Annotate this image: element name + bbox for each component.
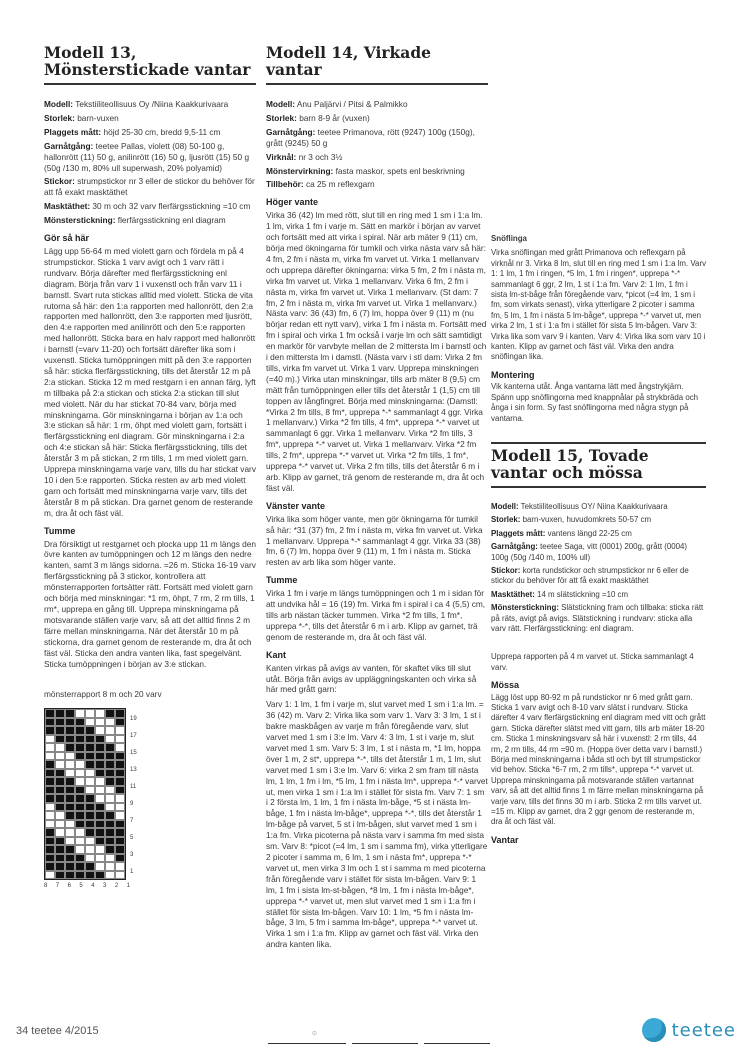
m15-meta-value: teetee Saga, vitt (0001) 200g, grått (0004) 100g (50g /140 m, 100% ull) bbox=[491, 542, 688, 562]
chart-cell bbox=[55, 735, 65, 744]
chart-cell bbox=[105, 769, 115, 778]
montering-heading: Montering bbox=[491, 369, 535, 380]
chart-cell bbox=[75, 760, 85, 769]
chart-cell bbox=[95, 726, 105, 735]
chart-cell bbox=[55, 769, 65, 778]
footer-rule-2 bbox=[352, 1043, 418, 1044]
snoflinga-heading-wrap bbox=[491, 234, 706, 244]
chart-cell bbox=[75, 777, 85, 786]
m13-meta-key: Modell: bbox=[44, 99, 74, 109]
chart-cell bbox=[85, 743, 95, 752]
m15-meta-line bbox=[491, 590, 706, 600]
chart-cell bbox=[55, 786, 65, 795]
vanster-vante-text: Virka lika som höger vante, men gör ökningarna för tumkil så här: *31 (37) fm, 2 fm i nästa m, virka fm varvet ut. Virka 1 mellanvarv. Upprepa *-* sammanlagt 4 ggr. Virka 33 (38) fm, 6 (7) lm, hoppa över 9 (11) m, 1 fm i nästa m. Sticka resten av arb lika som höger vante. bbox=[266, 513, 483, 568]
chart-cell bbox=[95, 743, 105, 752]
chart-cell bbox=[75, 752, 85, 761]
chart-cell bbox=[65, 743, 75, 752]
footer-rule-3 bbox=[424, 1043, 490, 1044]
m13-meta-key: Storlek: bbox=[44, 112, 75, 123]
model-13-column bbox=[44, 44, 256, 892]
m13-meta-value: strumpstickor nr 3 eller de stickor du behöver för att få exakt masktäthet bbox=[44, 176, 255, 198]
chart-cell bbox=[75, 862, 85, 871]
m14-meta-key: Garnåtgång: bbox=[266, 126, 316, 137]
chart-row-label: 9 bbox=[130, 801, 134, 808]
chart-cell bbox=[85, 837, 95, 846]
chart-cell bbox=[95, 862, 105, 871]
chart-cell bbox=[105, 709, 115, 718]
chart-cell bbox=[85, 811, 95, 820]
chart-cell bbox=[55, 803, 65, 812]
chart-cell bbox=[75, 718, 85, 727]
m15-meta-value: 14 m slätstickning =10 cm bbox=[534, 589, 629, 599]
chart-cell bbox=[115, 735, 125, 744]
chart-cell bbox=[115, 760, 125, 769]
chart-cell bbox=[115, 854, 125, 863]
chart-cell bbox=[45, 845, 55, 854]
chart-cell bbox=[95, 794, 105, 803]
chart-cell bbox=[65, 854, 75, 863]
m14-meta-value: teetee Primanova, rött (9247) 100g (150g), grått (9245) 50 g bbox=[266, 126, 475, 148]
chart-cell bbox=[75, 820, 85, 829]
m15-meta-key: Plaggets mått: bbox=[491, 528, 546, 538]
m14-meta-key: Virknål: bbox=[266, 151, 297, 162]
m15-meta-key: Stickor: bbox=[491, 565, 521, 575]
chart-cell bbox=[85, 871, 95, 880]
chart-cell bbox=[85, 820, 95, 829]
m14-meta-value: nr 3 och 3½ bbox=[296, 151, 343, 162]
chart-cell bbox=[105, 854, 115, 863]
chart-cell bbox=[95, 845, 105, 854]
chart-cell bbox=[115, 777, 125, 786]
chart-cell bbox=[45, 777, 55, 786]
chart-cell bbox=[55, 854, 65, 863]
chart-cell bbox=[55, 726, 65, 735]
chart-cell bbox=[95, 811, 105, 820]
chart-cell bbox=[105, 786, 115, 795]
vanster-vante-heading: Vänster vante bbox=[266, 500, 326, 511]
m15-meta-key: Modell: bbox=[491, 501, 519, 511]
chart-cell bbox=[115, 871, 125, 880]
m14-meta-key: Mönstervirkning: bbox=[266, 165, 334, 176]
m13-meta-key: Mönsterstickning: bbox=[44, 215, 116, 226]
m14-meta-value: ca 25 m reflexgarn bbox=[303, 179, 375, 190]
mossa-heading: Mössa bbox=[491, 680, 520, 691]
chart-cell bbox=[65, 871, 75, 880]
chart-cell bbox=[75, 726, 85, 735]
chart-cell bbox=[115, 820, 125, 829]
chart-cell bbox=[45, 803, 55, 812]
logo-wordmark: teetee bbox=[671, 1019, 736, 1041]
chart-cell bbox=[55, 871, 65, 880]
m14-meta-line bbox=[266, 152, 488, 163]
chart-cell bbox=[75, 794, 85, 803]
chart-cell bbox=[95, 777, 105, 786]
chart-cell bbox=[65, 820, 75, 829]
chart-row-label: 17 bbox=[130, 733, 137, 740]
page-mark: ⊙ bbox=[312, 1031, 318, 1037]
kant-heading: Kant bbox=[266, 649, 286, 660]
model-14-title: Modell 14, Virkade vantar bbox=[266, 44, 488, 85]
chart-cell bbox=[75, 803, 85, 812]
m13-meta-value: 30 m och 32 varv flerfärgsstickning =10 cm bbox=[90, 201, 251, 212]
chart-cell bbox=[95, 760, 105, 769]
chart-cell bbox=[55, 862, 65, 871]
chart-cell bbox=[55, 718, 65, 727]
model-14-meta bbox=[266, 99, 488, 190]
chart-cell bbox=[45, 820, 55, 829]
chart-cell bbox=[95, 803, 105, 812]
kant-text: Kanten virkas på avigs av vanten, för skaftet viks till slut utåt. Börja från avigs av uppläggningskanten och virka så här med grått garn: bbox=[266, 662, 477, 695]
chart-cell bbox=[55, 777, 65, 786]
m14-meta-key: Modell: bbox=[266, 99, 296, 109]
m14-meta-line bbox=[266, 113, 488, 124]
chart-cell bbox=[105, 743, 115, 752]
chart-row-label: 13 bbox=[130, 767, 137, 774]
chart-cell bbox=[115, 743, 125, 752]
chart-cell bbox=[85, 803, 95, 812]
chart-row-label: 19 bbox=[130, 716, 137, 723]
chart-cell bbox=[55, 752, 65, 761]
chart-cell bbox=[115, 811, 125, 820]
chart-cell bbox=[75, 786, 85, 795]
m13-meta-line bbox=[44, 201, 256, 212]
chart-cell bbox=[85, 760, 95, 769]
chart-cell bbox=[75, 811, 85, 820]
chart-cell bbox=[95, 735, 105, 744]
tumme-heading: Tumme bbox=[44, 525, 76, 536]
m15-meta-line bbox=[491, 515, 706, 525]
chart-cell bbox=[45, 735, 55, 744]
m13-meta-value: flerfärgsstickning enl diagram bbox=[115, 215, 226, 226]
chart-cell bbox=[115, 862, 125, 871]
chart-cell bbox=[105, 803, 115, 812]
snoflinga-heading: Snöflinga bbox=[491, 234, 527, 243]
chart-cell bbox=[75, 871, 85, 880]
chart-cell bbox=[45, 811, 55, 820]
chart-cell bbox=[95, 786, 105, 795]
chart-row-label: 11 bbox=[130, 784, 137, 791]
m14-meta-value: fasta maskor, spets enl beskrivning bbox=[333, 165, 465, 176]
chart-cell bbox=[95, 871, 105, 880]
m13-meta-key: Masktäthet: bbox=[44, 201, 91, 212]
chart-cell bbox=[55, 845, 65, 854]
chart-cell bbox=[95, 820, 105, 829]
chart-cell bbox=[105, 777, 115, 786]
chart-cell bbox=[85, 828, 95, 837]
m13-meta-value: teetee Pallas, violett (08) 50-100 g, hallonrött (11) 50 g, anilinrött (16) 50 g, ljusrött (15) 50 g (50g /130 m, 80% ull superwash, 20% polyamid) bbox=[44, 140, 250, 173]
chart-cell bbox=[55, 828, 65, 837]
m15-meta-line bbox=[491, 542, 706, 563]
montering-text: Vik kanterna utåt. Ånga vantarna lätt med ångstrykjärn. Spänn upp snöflingorna med knappnålar på strykbräda och ånga i sin form. Sy fast snöflingorna med några stygn på vantarna. bbox=[491, 382, 699, 423]
m13-meta-line bbox=[44, 176, 256, 198]
m14-meta-key: Tillbehör: bbox=[266, 179, 304, 190]
chart-cell bbox=[45, 862, 55, 871]
chart-cell bbox=[75, 828, 85, 837]
chart-cell bbox=[75, 837, 85, 846]
chart-cell bbox=[115, 794, 125, 803]
m14-meta-value: barn 8-9 år (vuxen) bbox=[296, 112, 370, 123]
m14-meta-key: Storlek: bbox=[266, 112, 297, 123]
chart-cell bbox=[85, 845, 95, 854]
chart-cell bbox=[75, 709, 85, 718]
m15-meta-value: korta rundstickor och strumpstickor nr 6 eller de stickor du behöver för att få exakt masktäthet bbox=[491, 565, 689, 586]
m15-meta-line bbox=[491, 502, 706, 512]
footer-rule-1 bbox=[268, 1043, 346, 1044]
m15-meta-line bbox=[491, 603, 706, 634]
tumme-14-heading: Tumme bbox=[266, 575, 298, 586]
teetee-logo bbox=[642, 1018, 736, 1042]
chart-cell bbox=[105, 837, 115, 846]
chart-cell bbox=[45, 709, 55, 718]
chart-cell bbox=[85, 752, 95, 761]
chart-cell bbox=[105, 862, 115, 871]
m15-meta-line bbox=[491, 529, 706, 539]
chart-cell bbox=[65, 828, 75, 837]
chart-cell bbox=[85, 854, 95, 863]
m15-meta-value: Tekstiiliteollisuus OY/ Niina Kaakkurivaara bbox=[518, 501, 668, 511]
chart-cell bbox=[45, 752, 55, 761]
chart-cell bbox=[55, 794, 65, 803]
snoflinga-text: Virka snöflingan med grått Primanova och reflexgarn på virknål nr 3. Virka 8 lm, slut till en ring med 1 sm i 1:a lm. Varv 1: 1 lm, 1 fm i ringen, *5 lm, 1 fm i ringen*, upprepa *-* sammanlagt 6 ggr, 2 lm, 1 st i 1:a fm. Varv 2: 1 lm, 1 fm i sista lm-st-båge från föregående varv, *picot (=4 lm, 1 sm i fm, som virkats senast), virka ytterligare 2 picoter i samma fm, 5 lm, 1 fm i nästa 5 lm-båge*, upprepa *-* varvet ut, men virka 2 lm, 1 st i 1:a fm i stället för sista 5 lm-bågen. Varv 3: Virka lika som varv 9 i kanten. Varv 4: Virka lika som varv 10 i kanten. Klipp av garnet och fäst väl. Virka den andra snöflingan lika. bbox=[491, 248, 707, 362]
chart-cell bbox=[45, 743, 55, 752]
chart-cell bbox=[65, 837, 75, 846]
chart-cell bbox=[105, 794, 115, 803]
yarn-ball-icon bbox=[642, 1018, 666, 1042]
chart-cell bbox=[85, 769, 95, 778]
gor-sa-har-text: Lägg upp 56-64 m med violett garn och fördela m på 4 strumpstickor. Sticka 1 varv avigt och 1 varv rätt i rundvarv. Börja därefter med flerfärgsstickning enl diagram. Börja från varv 1 i vuxenstl och från varv 11 i barnstl. Svart ruta stickas alltid med violett. Sticka de vita rutorna så här: den 1:a rapporten med hallonrött, den 2:a rapporten med hallonrött, den 3:e rapporten med ljusrött, den 4:e rapporten med anilinrött och den 5:e rapporten med hallonrött. Sticka bara en halv rapport med hallonrött i barnstl (=varv 11-20) och fortsätt därefter lika som i vuxenstl. Sticka tumöppningen mitt på den 3:e rapporten så här: sticka flerfärgsstickning, tills det återstår 12 m på 2:a stickan. Sticka 12 m med restgarn i en annan färg, lyft m tillbaka på 2:a stickan och sticka 2:a stickan till slut med violett. När du har stickat 70-84 varv, börja med minskningarna. Gör minskningarna i början av 1:a och 3:e stickan så här: 1 rm, öhpt med violett garn, fortsätt i flerfärgsstickning enl diagram. Gör minskningarna i 2:a och 4:e stickan så här: Sticka flerfärgsstickning, tills det återstår 3 m på stickan, 2 rm tills, 1 rm med violett garn. Upprepa minskningarna varje varv, tills du har stickat varv 10 i den 5:e rapporten. Sticka resten av arb med violett garn och fortsätt med minskningarna varje varv, tills det återstår 8 m på stickan. Dra garnet genom de resterande m, dra åt och fäst väl. bbox=[44, 245, 256, 518]
chart-cell bbox=[45, 786, 55, 795]
chart-cell bbox=[115, 786, 125, 795]
chart-cell bbox=[45, 828, 55, 837]
chart-caption: mönsterrapport 8 m och 20 varv bbox=[44, 689, 162, 700]
m13-meta-line bbox=[44, 99, 256, 110]
chart-cell bbox=[55, 811, 65, 820]
m15-meta-value: vantens längd 22-25 cm bbox=[545, 528, 632, 538]
chart-cell bbox=[85, 777, 95, 786]
model-15-title: Modell 15, Tovade vantar och mössa bbox=[491, 442, 706, 488]
chart-cell bbox=[85, 862, 95, 871]
chart-cell bbox=[65, 735, 75, 744]
chart-cell bbox=[115, 718, 125, 727]
pattern-grid bbox=[44, 708, 126, 880]
m15-meta-value: Slätstickning fram och tillbaka: sticka rätt på räts, avigt på avigs. Slätstickning i rundvarv: sticka alla varv rätt. Flerfärgsstickning: enl diagram. bbox=[491, 603, 704, 633]
chart-cell bbox=[55, 743, 65, 752]
m14-meta-line bbox=[266, 179, 488, 190]
m15-meta-value: barn-vuxen, huvudomkrets 50-57 cm bbox=[520, 515, 652, 525]
m14-meta-line bbox=[266, 99, 488, 110]
chart-cell bbox=[95, 752, 105, 761]
m15-meta-key: Garnåtgång: bbox=[491, 542, 538, 552]
chart-cell bbox=[45, 871, 55, 880]
mossa-text: Lägg löst upp 80-92 m på rundstickor nr 6 med grått garn. Sticka 1 varv avigt och 8-10 varv slätst i rundvarv. Sticka därefter 4 varv flerfärgstickning enl diagram med vitt och grått garn. Sticka därefter slätst med vitt garn, tills arb mäter 18-20 cm. Sticka 1 minskningsvarv så här i vuxenstl: 2 rm tills, 44 rm, 2 rm tills, 44 rm =90 m. (Hoppa över detta varv i barnstl.) Börja med minskningarna i båda stl och byt till strumpstickor vid behov. Sticka *6-7 rm, 2 rm tills*, upprepa *-* varvet ut. Upprepa minskningarna på motsvarande ställen vartannat varv, så att det alltid finns 1 m färre mellan minskningarna på varje varv, tills det finns 30 m i arb. Sticka 2 rm tills varvet ut. =15 m. Klipp av garnet, dra 2 ggr genom de resterande m, dra åt och fäst väl. bbox=[491, 692, 706, 827]
chart-cell bbox=[105, 820, 115, 829]
rapport-text: Upprepa rapporten på 4 m varvet ut. Sticka sammanlagt 4 varv. bbox=[491, 652, 694, 672]
chart-cell bbox=[85, 794, 95, 803]
chart-row-label: 7 bbox=[130, 818, 134, 825]
chart-cell bbox=[65, 777, 75, 786]
chart-cell bbox=[65, 718, 75, 727]
chart-cell bbox=[55, 820, 65, 829]
m13-meta-value: barn-vuxen bbox=[74, 112, 119, 123]
chart-cell bbox=[65, 862, 75, 871]
gor-sa-har-heading: Gör så här bbox=[44, 233, 90, 244]
m13-meta-line bbox=[44, 127, 256, 138]
chart-cell bbox=[105, 735, 115, 744]
chart-cell bbox=[65, 709, 75, 718]
chart-cell bbox=[65, 769, 75, 778]
chart-cell bbox=[115, 845, 125, 854]
chart-cell bbox=[105, 760, 115, 769]
vantar-heading: Vantar bbox=[491, 834, 519, 845]
chart-cell bbox=[105, 752, 115, 761]
chart-cell bbox=[75, 845, 85, 854]
model-13-title: Modell 13, Mönsterstickade vantar bbox=[44, 44, 256, 85]
chart-cell bbox=[105, 871, 115, 880]
chart-cell bbox=[65, 786, 75, 795]
chart-cell bbox=[105, 718, 115, 727]
m13-meta-value: höjd 25-30 cm, bredd 9,5-11 cm bbox=[101, 126, 221, 137]
chart-cell bbox=[75, 854, 85, 863]
model-13-meta bbox=[44, 99, 256, 226]
m13-meta-line bbox=[44, 215, 256, 226]
chart-cell bbox=[85, 735, 95, 744]
chart-cell bbox=[115, 828, 125, 837]
chart-cell bbox=[115, 803, 125, 812]
chart-row-label: 15 bbox=[130, 750, 137, 757]
model-14-column bbox=[266, 43, 488, 950]
chart-cell bbox=[105, 811, 115, 820]
chart-cell bbox=[65, 811, 75, 820]
chart-cell bbox=[105, 828, 115, 837]
m15-meta-key: Masktäthet: bbox=[491, 589, 535, 599]
chart-cell bbox=[45, 726, 55, 735]
m13-meta-key: Plaggets mått: bbox=[44, 126, 102, 137]
chart-cell bbox=[45, 718, 55, 727]
chart-cell bbox=[45, 794, 55, 803]
m13-meta-key: Garnåtgång: bbox=[44, 140, 94, 151]
chart-cell bbox=[75, 743, 85, 752]
hoger-vante-heading: Höger vante bbox=[266, 197, 319, 208]
chart-cell bbox=[95, 828, 105, 837]
chart-cell bbox=[105, 726, 115, 735]
chart-cell bbox=[45, 854, 55, 863]
chart-cell bbox=[65, 794, 75, 803]
column-three bbox=[491, 44, 706, 847]
chart-cell bbox=[45, 760, 55, 769]
chart-cell bbox=[85, 709, 95, 718]
chart-cell bbox=[45, 769, 55, 778]
chart-cell bbox=[95, 769, 105, 778]
chart-cell bbox=[85, 726, 95, 735]
hoger-vante-text: Virka 36 (42) lm med rött, slut till en ring med 1 sm i 1:a lm. 1 lm, virka 1 fm i varje m. Sätt en markör i början av varvet och fortsätt med att virka i spiral. När arb mäter 9 (11) cm, börja med ökningarna för tumkil och virka nästa varv så här: 4 fm, 2 fm i nästa m, virka fm varvet ut. Virka 1 mellanvarv och upprepa därefter ökningarna: virka 5 fm, 2 fm i nästa m, virka fm varvet ut. Virka 1 mellanvarv. Virka 6 fm, 2 fm i nästa m, virka fm varvet ut. Virka 1 mellanvarv. (St dam: 7 fm, 2 fm i nästa m, virka fm varvet ut. Virka 1 mellanvarv.) Nästa varv: 36 (43) fm, 6 (7) lm, hoppa över 9 (11) m (nu börjar redan ett nytt varv), virka 1 fm i nästa m. Fortsätt med fm i spiral och virka 1 fm också i varje lm och sätt samtidigt en markör för varvbyte mellan de 2 mittersta lm i barnstl och i den mittersta lm i damstl. (Nästa varv i stl dam: Virka 2 fm tills, virka fm varvet ut. Virka 1 varv. Upprepa minskningen (=40 m).) Virka utan minskningar, tills arb mäter 8 (9,5) cm mätt från tumöppningen eller tills det återstår 1 (1,5) cm till toppen av långfingret. Börja med minskningarna: (Damstl: *Virka 2 fm tills, 8 fm*, upprepa *-* sammanlagt 4 ggr. Virka 1 mellanvarv.) Virka *2 fm tills, 4 fm*, upprepa *-* varvet ut sammanlagt 6 ggr. Virka 1 mellanvarv. Virka *2 fm tills, 3 fm*, upprepa *-* varvet ut. Virka 1 mellanvarv. Virka *2 fm tills, 2 fm*, upprepa *-* varvet ut. Virka *2 fm tills, 1 fm*, upprepa *-* varvet ut. Virka 2 fm tills, tills det återstår 6 m i arb. Klipp av garnet, trä genom de resterande m, dra åt och fäst väl. bbox=[266, 210, 487, 493]
tumme-text: Dra försiktigt ut restgarnet och plocka upp 11 m längs den övre kanten av tumöppningen och 12 m längs den nedre kanten, samt 3 m längs sidorna. =26 m. Sticka 16-19 varv flerfärgsstickning på 3 stickor, kontrollera att mönsterrapporten fortsätter rätt. Fortsätt med violett garn och börja med minskningar: *1 rm, öhpt, 7 rm, 2 rm tills, 1 rm*, upprepa en gång till. Upprepa minskningarna på motsvarande ställen varje varv, så att det alltid finns 2 m färre mellan minskningarna. När det återstår 10 m på stickorna, dra garnet genom de resterande m, dra åt och fäst väl. Sticka den andra vanten lika, fast spegelvänt. Sticka tumöppningen i början av 3:e stickan. bbox=[44, 538, 256, 669]
page-footer: 34 teetee 4/2015 bbox=[16, 1025, 99, 1037]
chart-cell bbox=[65, 760, 75, 769]
chart-cell bbox=[95, 837, 105, 846]
chart-cell bbox=[65, 803, 75, 812]
m14-meta-line bbox=[266, 166, 488, 177]
chart-cell bbox=[85, 786, 95, 795]
chart-cell bbox=[115, 837, 125, 846]
chart-cell bbox=[85, 718, 95, 727]
chart-cell bbox=[55, 760, 65, 769]
m15-meta-key: Storlek: bbox=[491, 515, 521, 525]
chart-cell bbox=[105, 845, 115, 854]
tumme-14-text: Virka 1 fm i varje m längs tumöppningen och 1 m i sidan för att undvika hål = 16 (19) fm. Virka fm i spiral i ca 4 (5,5) cm, tills arb nästan täcker tummen. Virka *2 fm tills, 1 fm*, upprepa *-*, tills det återstår 6 m i arb. Klipp av garnet, trä genom de resterande m, dra åt och fäst väl. bbox=[266, 588, 486, 642]
chart-cell bbox=[115, 726, 125, 735]
chart-cell bbox=[45, 837, 55, 846]
chart-cell bbox=[115, 752, 125, 761]
chart-cell bbox=[65, 752, 75, 761]
chart-cell bbox=[75, 769, 85, 778]
pattern-chart bbox=[44, 708, 164, 892]
chart-cell bbox=[65, 726, 75, 735]
model-15-meta bbox=[491, 502, 706, 634]
chart-cell bbox=[65, 845, 75, 854]
m14-meta-value: Anu Paljärvi / Pitsi & Palmikko bbox=[295, 99, 408, 109]
chart-column-labels: 8 7 6 5 4 3 2 1 bbox=[44, 883, 134, 890]
kant-rows-text: Varv 1: 1 lm, 1 fm i varje m, slut varvet med 1 sm i 1:a lm. = 36 (42) m. Varv 2: Virka lika som varv 1. Varv 3: 3 lm, 1 st i bakre maskbågen av varje m från föregående varv, slut varvet med 1 sm i 3:e lm. Varv 4: 3 lm, 1 st i varje m, slut varvet med 1 sm. Varv 5: 3 lm, 1 st i nästa m, *1 lm, hoppa över 1 m, 2 st*, upprepa *-*, tills det återstår 1 m, 1 lm, slut varvet med 1 sm i 3:e lm. Varv 6: virka 2 sm fram till nästa lm, 1 lm, 1 fm i lm, *5 lm, 1 fm i nästa lm*, upprepa *-* varvet ut, men virka 1 sm i 1:a lm i stället för sista fm. Varv 7: 1 sm i 2 första lm, 1 lm, 1 fm i nästa lm-båge, *5 st i nästa lm-båge, 1 fm i nästa lm-båge*, upprepa *-*, tills det återstår 1 lm-båge på varvet, 5 st i lm-bågen, slut varvet med 1 sm i 1:a fm. Virka picoterna på nästa varv i samma fm med sista sm. Varv 8: *picot (=4 lm, 1 sm i samma fm), virka ytterligare 2 picoter i samma m, 6 lm, 1 sm i nästa fm*, upprepa *-* varvet ut, men virka 3 lm och 1 st i samma m med picoterna från föregående varv i stället för sista lm-bågen. Varv 9: 1 lm, 1 fm i sista lm-st-bågen, *8 lm, 1 fm i nästa lm-båge*, upprepa *-* varvet ut, men slut varvet med 1 sm i 1:a fm i stället för sista lm-bågen. Varv 10: 1 lm, *5 fm i nästa lm-båge, 3 lm, 5 fm i samma lm-båge*, upprepa *-* varvet ut. Virka 1 sm i 1:a fm. Klipp av garnet och fäst väl. Virka den andra kanten lika. bbox=[266, 699, 488, 950]
chart-cell bbox=[115, 709, 125, 718]
chart-cell bbox=[55, 837, 65, 846]
m13-meta-line bbox=[44, 141, 256, 174]
m13-meta-value: Tekstiiliteollisuus Oy /Niina Kaakkurivaara bbox=[73, 99, 229, 109]
chart-cell bbox=[95, 709, 105, 718]
chart-row-label: 1 bbox=[130, 869, 134, 876]
m15-meta-key: Mönsterstickning: bbox=[491, 603, 559, 613]
chart-cell bbox=[95, 854, 105, 863]
m15-meta-line bbox=[491, 566, 706, 587]
m14-meta-line bbox=[266, 127, 488, 149]
chart-row-label: 5 bbox=[130, 835, 134, 842]
chart-cell bbox=[95, 718, 105, 727]
m13-meta-line bbox=[44, 113, 256, 124]
chart-cell bbox=[55, 709, 65, 718]
chart-cell bbox=[115, 769, 125, 778]
chart-row-label: 3 bbox=[130, 852, 134, 859]
chart-cell bbox=[75, 735, 85, 744]
m13-meta-key: Stickor: bbox=[44, 176, 75, 187]
